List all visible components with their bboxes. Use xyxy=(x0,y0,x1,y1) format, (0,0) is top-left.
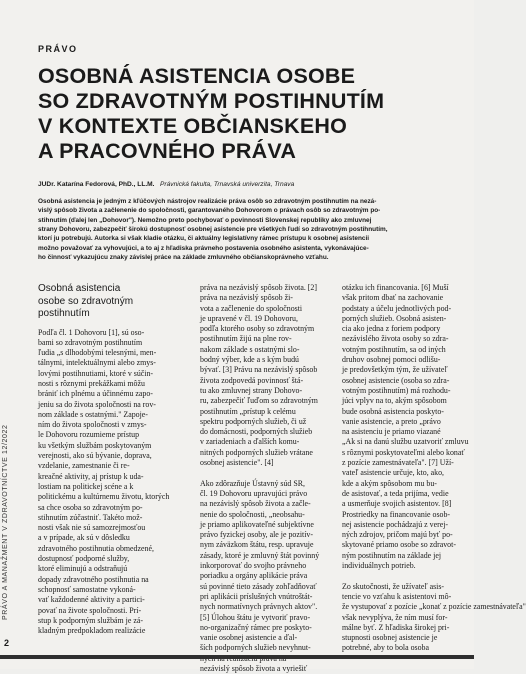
title-line: SO ZDRAVOTNÝM POSTIHNUTÍM xyxy=(38,89,385,113)
text-line: z pozície zamestnávateľa". [7] Uží- xyxy=(342,458,454,468)
text-line: nosti s rôznymi prekážkami môžu xyxy=(38,378,145,388)
text-line: tencie vo vzťahu k asistentovi mô- xyxy=(342,591,452,601)
text-line: osobnej asistencie (osoba so zdra- xyxy=(342,375,450,385)
text-line: no-organizačný rámec pre poskyto- xyxy=(200,622,312,632)
column-3 xyxy=(342,283,526,654)
text-line: málne byť. Z hľadiska širokej pri- xyxy=(342,622,450,632)
text-line: že vystupovať z pozície „konať z pozície zamestnávateľa" xyxy=(342,602,526,612)
text-line: stihnutím zúčastniť. Takéto mož- xyxy=(38,512,143,522)
text-line: práva na nezávislý spôsob života. [2] xyxy=(200,283,318,292)
column-body xyxy=(342,283,526,654)
text-line: brániť ich plnému a účinnému zapo- xyxy=(38,389,153,399)
text-line: v zariadeniach a ďalších komu- xyxy=(200,437,300,447)
text-line: nych normatívnych právnych aktov". xyxy=(200,602,318,612)
column-1 xyxy=(38,283,174,636)
text-line: Prostriedky na financovanie osob- xyxy=(342,509,451,519)
text-line: votným postihnutím, sa od iných xyxy=(342,344,446,354)
text-line: Zo skutočnosti, že užívateľ asis- xyxy=(342,581,445,591)
text-line: ho činnosť vykazujúcu znaky závislej práce na základe zmluvného občianskoprávneho vzťahu. xyxy=(38,254,329,262)
text-line: ných zdrojov, pričom majú byť po- xyxy=(342,530,453,540)
text-line: tálnymi, intelektuálnymi alebo zmys- xyxy=(38,358,156,368)
journal-running-head: PRÁVO A MANAŽMENT V ZDRAVOTNÍCTVE 12/2022 xyxy=(2,424,9,620)
text-line: skytované priamo osobe so zdravot- xyxy=(342,540,456,550)
text-line: inkorporovať do svojho právneho xyxy=(200,561,307,571)
text-line: cia ako jedna z foriem podpory xyxy=(342,324,441,334)
text-line: je predovšetkým tým, že užívateľ xyxy=(342,365,448,375)
text-line: kreačné aktivity, aj prístup k uda- xyxy=(38,471,144,481)
column-body xyxy=(38,328,174,637)
text-line: strany Dohovoru, zabezpečiť širokú dostupnosť osobnej asistencie pre všetkých ľudí so zdravotným postihnutím, xyxy=(38,226,388,234)
text-line: čl. 19 Dohovoru upravujúci právo xyxy=(200,488,308,498)
text-line: ným postihnutím na základe jej xyxy=(342,550,442,560)
heading-line: Osobná asistencia xyxy=(38,283,121,294)
text-line: vať každodenné aktivity a partici- xyxy=(38,595,145,605)
text-line: bývať. [3] Právu na nezávislý spôsob xyxy=(200,365,318,375)
text-line: pri aplikácii príslušných vnútroštát- xyxy=(200,591,313,601)
text-line: s rôznymi poskytovateľmi alebo konať xyxy=(342,447,465,457)
column-2 xyxy=(200,283,328,674)
text-line: nenie do spoločnosti, „neobsahu- xyxy=(200,509,305,519)
text-line: bodný výber, kde a s kým budú xyxy=(200,355,299,365)
text-line: druhov osobnej pomoci odlišu- xyxy=(342,355,441,365)
text-line xyxy=(200,468,328,478)
text-line: stup k podporným službám je zá- xyxy=(38,615,143,625)
text-line: politickému a kultúrnemu životu, ktorých xyxy=(38,492,170,502)
text-line: jeniu sa do života spoločnosti na rov- xyxy=(38,399,156,409)
heading-line: postihnutím xyxy=(38,308,90,319)
title-line: OSOBNÁ ASISTENCIA OSOBE xyxy=(38,64,356,88)
text-line: potrebné, aby to bola osoba xyxy=(342,643,429,653)
text-line: vanie asistencie, a preto „právo xyxy=(342,416,441,426)
article-title xyxy=(38,64,458,164)
text-line: možno považovať za vyhovujúci, a to aj z hľadiska právneho postavenia osobného asistenta, vykonávajúce- xyxy=(38,244,369,252)
text-line: [5] Úlohou štátu je vytvoriť pravo- xyxy=(200,612,311,622)
text-line: je priamo aplikovateľné subjektívne xyxy=(200,519,314,529)
page-number: 2 xyxy=(4,638,10,648)
text-line: do domácnosti, podporných služieb xyxy=(200,427,313,437)
text-line: osobnej asistencie". [4] xyxy=(200,458,274,468)
text-line: schopnosť samostatne vykoná- xyxy=(38,584,136,594)
author-name: JUDr. Katarína Fedorová, PhD., LL.M. xyxy=(38,181,155,188)
abstract xyxy=(38,197,458,262)
text-line: ktorí ju potrebujú. Autorka si však kladie otázku, či aktuálny legislatívny rámec prístupu k osobnej asistencii xyxy=(38,235,370,243)
text-line: verejnosti, ako sú bývanie, doprava, xyxy=(38,451,152,461)
text-line: le Dohovoru rozumieme prístup xyxy=(38,430,140,440)
text-line: otázku ich financovania. [6] Muší xyxy=(342,283,449,292)
text-line: právo fyzickej osoby, ale je pozitív- xyxy=(200,530,313,540)
text-line: individuálnych potrieb. xyxy=(342,561,416,571)
text-line: bami so zdravotným postihnutím xyxy=(38,337,143,347)
text-line: však pritom dbať na zachovanie xyxy=(342,293,444,303)
text-line: ru, zabezpečiť ľuďom so zdravotným xyxy=(200,396,318,406)
text-line: života zodpovedá povinnosť štá- xyxy=(200,375,304,385)
text-line: sú povinné tieto zásady zohľadňovať xyxy=(200,581,317,591)
text-line: stihnutím (ďalej len „Dohovor"). Nemožno preto pochybovať o povinnosti Slovenskej republiky ako zmluvnej xyxy=(38,216,372,224)
text-line: postihnutím „prístup k celému xyxy=(200,406,296,416)
text-line: lovými postihnutiami, ktoré v súčin- xyxy=(38,368,154,378)
text-line: nej asistencie pochádzajú z verej- xyxy=(342,519,449,529)
text-line: Osobná asistencia je jedným z kľúčových nástrojov realizácie práva osôb so zdravotným postihnutím na nezá- xyxy=(38,198,377,205)
footer-rule xyxy=(0,655,474,659)
text-line: nom základe s ostatnými." Zapoje- xyxy=(38,409,148,419)
text-line: na nezávislý spôsob života a začle- xyxy=(200,499,311,509)
text-line: nezávislého života osoby so zdra- xyxy=(342,334,449,344)
author-affiliation: Právnická fakulta, Trnavská univerzita, Trnava xyxy=(160,181,295,188)
text-line: podľa ktorého osoby so zdravotným xyxy=(200,324,315,334)
text-line: porných služieb. Osobná asisten- xyxy=(342,313,447,323)
text-line: je upravené v čl. 19 Dohovoru, xyxy=(200,313,298,323)
text-line: ním do života spoločnosti v zmys- xyxy=(38,420,147,430)
text-line: kladným predpokladom realizácie xyxy=(38,626,146,636)
text-line: vislý spôsob života a začlenenie do spoločnosti, garantovaného Dohovorom o právach osôb so zdravotným po- xyxy=(38,207,381,215)
text-line: povať na živote spoločnosti. Prí- xyxy=(38,605,142,615)
text-line: ku všetkým službám poskytovaným xyxy=(38,440,152,450)
text-line: vzdelanie, zamestnanie či re- xyxy=(38,461,130,471)
text-line: vota a začlenenie do spoločnosti xyxy=(200,303,303,313)
text-line: tu ako zmluvnej strany Dohovo- xyxy=(200,385,303,395)
text-line: a usmerňuje svojich asistentov. [8] xyxy=(342,499,452,509)
heading-line: osobe so zdravotným xyxy=(38,295,134,307)
text-line: sa chce osoba so zdravotným po- xyxy=(38,502,143,512)
text-line: Podľa čl. 1 Dohovoru [1], sú oso- xyxy=(38,327,145,337)
text-line xyxy=(342,571,462,581)
text-line: „Ak si na danú službu uzatvoriť zmluvu xyxy=(342,437,469,447)
text-line: de asistovať, a teda prijíma, vedie xyxy=(342,488,449,498)
text-line: ších podporných služieb nevyhnut- xyxy=(200,643,311,653)
text-line: kde a akým spôsobom mu bu- xyxy=(342,478,437,488)
author-line xyxy=(38,181,458,188)
text-line: nym záväzkom štátu, resp. upravuje xyxy=(200,540,314,550)
text-line: však nevyplýva, že ním musí for- xyxy=(342,612,448,622)
text-line: vateľ asistencie určuje, kto, ako, xyxy=(342,468,445,478)
section-label: PRÁVO xyxy=(38,44,78,54)
text-line: stupnosti osobnej asistencie je xyxy=(342,633,438,643)
text-line: dopady zdravotného postihnutia na xyxy=(38,574,149,584)
column-body xyxy=(200,283,328,674)
text-line: Ako zdôrazňuje Ústavný súd SR, xyxy=(200,478,305,488)
text-line: zásady, ktoré je zmluvný štát povinný xyxy=(200,550,320,560)
text-line: poriadku a orgány aplikácie práva xyxy=(200,571,308,581)
title-line: V KONTEXTE OBČIANSKEHO xyxy=(38,114,348,138)
text-line: zdravotného postihnutia obmedzené, xyxy=(38,543,154,553)
text-line: spektru podporných služieb, či už xyxy=(200,416,307,426)
text-line: júci vplyv na to, akým spôsobom xyxy=(342,396,447,406)
text-line: lostiam na politickej scéne a k xyxy=(38,481,134,491)
text-line: votným postihnutím) má rozhodu- xyxy=(342,385,451,395)
text-line: podstaty a účelu jednotlivých pod- xyxy=(342,303,452,313)
text-line: postihnutím žijú na plne rov- xyxy=(200,334,292,344)
column-heading xyxy=(38,283,174,321)
text-line: nosti však nie sú samozrejmosťou xyxy=(38,523,146,533)
title-line: A PRACOVNÉHO PRÁVA xyxy=(38,139,297,163)
text-line: ktoré eliminujú a odstraňujú xyxy=(38,564,128,574)
text-line: dostupnosť podporné služby, xyxy=(38,554,130,564)
text-line: práva na nezávislý spôsob ži- xyxy=(200,293,293,303)
text-line: nitných podporných služieb vrátane xyxy=(200,447,313,457)
text-line: bude osobná asistencia poskyto- xyxy=(342,406,444,416)
text-line: nezávislý spôsob života a vyriešiť xyxy=(200,663,308,673)
text-line: na asistenciu je priamo viazané xyxy=(342,427,441,437)
text-line: a v prípade, ak sú v dôsledku xyxy=(38,533,130,543)
text-line: nakom základe s ostatnými slo- xyxy=(200,344,300,354)
text-line: ľudia „s dlhodobými telesnými, men- xyxy=(38,348,157,358)
text-line: vanie osobnej asistencie a ďal- xyxy=(200,633,298,643)
